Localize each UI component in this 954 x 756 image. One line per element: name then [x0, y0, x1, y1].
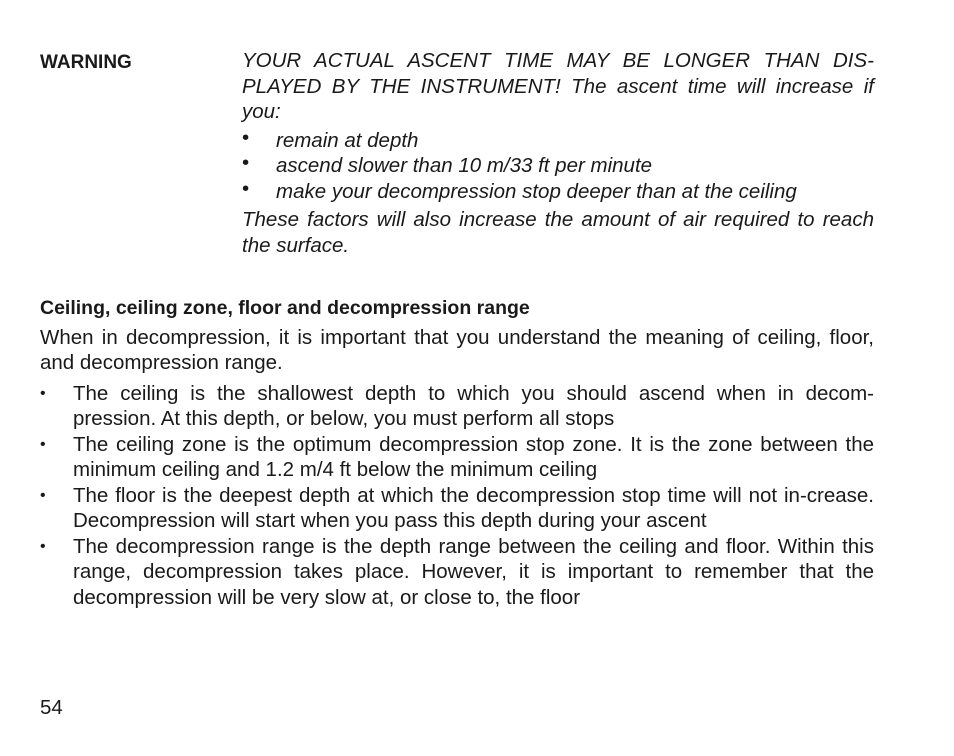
warning-list-item: [242, 153, 874, 179]
warning-body: [242, 48, 874, 258]
warning-list-item: [242, 125, 874, 154]
warning-label: WARNING: [40, 52, 132, 73]
warning-item-text: remain at depth: [276, 128, 419, 152]
bullet-icon: •: [40, 384, 46, 402]
decompression-section: [40, 296, 874, 610]
warning-intro: YOUR ACTUAL ASCENT TIME MAY BE LONGER THAN DIS-PLAYED BY THE INSTRUMENT! The ascent time will increase if you:: [242, 49, 874, 123]
bullet-icon: •: [242, 125, 250, 149]
warning-item-text: ascend slower than 10 m/33 ft per minute: [276, 154, 653, 177]
warning-list: [242, 125, 874, 205]
bullet-icon: •: [242, 151, 250, 174]
section-list: [40, 381, 874, 611]
section-heading: Ceiling, ceiling zone, floor and decompression range: [40, 297, 530, 319]
warning-list-item: [242, 176, 874, 205]
bullet-icon: •: [242, 176, 250, 200]
bullet-icon: •: [40, 435, 46, 453]
section-intro: When in decompression, it is important that you understand the meaning of ceiling, floor, and decompression range.: [40, 325, 874, 374]
warning-outro: These factors will also increase the amount of air required to reach the surface.: [242, 208, 874, 257]
bullet-icon: •: [40, 537, 46, 555]
section-item-text: The ceiling is the shallowest depth to which you should ascend when in decom-pression. At this depth, or below, you must perform all stops: [73, 381, 874, 430]
section-list-item: [40, 432, 874, 483]
section-item-text: The decompression range is the depth range between the ceiling and floor. Within this range, decompression takes place. However, it is important to remember that the decompression will be very slow at, or close to, the floor: [73, 534, 874, 609]
section-list-item: [40, 483, 874, 534]
page-number: 54: [40, 696, 63, 719]
section-item-text: The floor is the deepest depth at which the decompression stop time will not in-crease. Decompression will start when you pass this depth during your ascent: [73, 483, 874, 532]
section-list-item: [40, 534, 874, 611]
section-list-item: [40, 381, 874, 432]
section-item-text: The ceiling zone is the optimum decompression stop zone. It is the zone between the minimum ceiling and 1.2 m/4 ft below the minimum ceiling: [73, 432, 874, 481]
bullet-icon: •: [40, 486, 46, 504]
warning-item-text: make your decompression stop deeper than at the ceiling: [276, 179, 797, 203]
